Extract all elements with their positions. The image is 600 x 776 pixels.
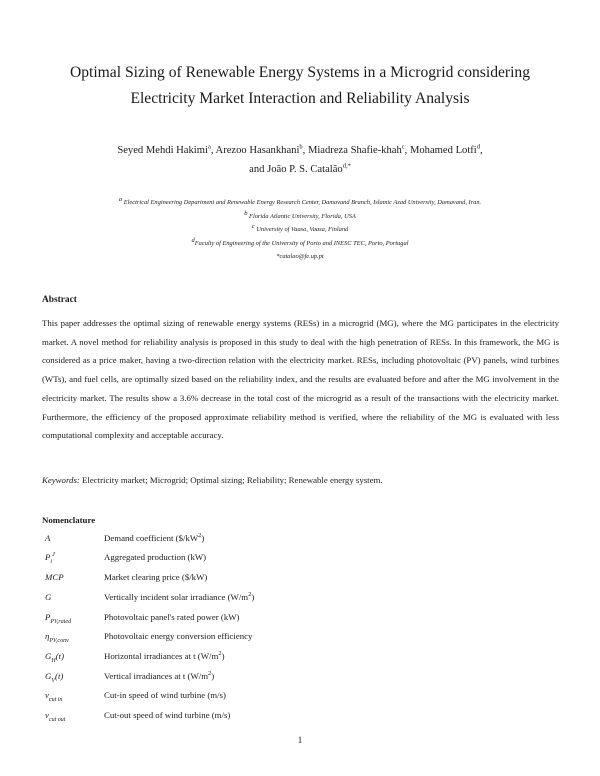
nomenclature-description: Photovoltaic panel's rated power (kW) — [104, 612, 240, 622]
nomenclature-row — [42, 552, 559, 570]
nomenclature-symbol: $v_{cut out}$ — [45, 710, 66, 723]
nomenclature-symbol: $\eta_{PV,conv}$ — [45, 631, 69, 644]
abstract-text: This paper addresses the optimal sizing of renewable energy systems (RESs) in a microgrid (MG), where the MG participates in the electricity market. A novel method for reliability analysis is proposed in this study to deal with the high penetration of RESs. In this framework, the MG is considered as a price maker, having a two-direction relation with the electricity market. RESs, including photovoltaic (PV) panels, wind turbines (WTs), and fuel cells, are optimally sized based on the reliability index, and the results are evaluated before and after the MG involvement in the electricity market. The results show a 3.6% decrease in the total cost of the microgrid as a result of the transactions with the electricity market. Furthermore, the efficiency of the proposed approximate reliability method is verified, where the reliability of the MG is evaluated with less computational complexity and acceptable accuracy. — [42, 318, 559, 441]
nomenclature-description: Vertically incident solar irradiance $(W/m^2)$ — [104, 591, 255, 602]
nomenclature-description: Horizontal irradiances at t $(W/m^2)$ — [104, 650, 225, 661]
nomenclature-row — [42, 533, 559, 551]
nomenclature-symbol: $P_i^J$ — [45, 551, 55, 565]
nomenclature-row — [42, 651, 559, 669]
author-line-2 — [20, 160, 580, 179]
nomenclature-symbol: $v_{cut in}$ — [45, 690, 63, 703]
keywords-label: Keywords: — [42, 475, 80, 485]
author-name: Seyed Mehdi Hakimi — [117, 145, 208, 156]
author-name: and João P. S. Catalão — [249, 164, 343, 175]
title-line-1: Optimal Sizing of Renewable Energy Systems in a Microgrid considering — [69, 64, 531, 81]
nomenclature-description: Cut-in speed of wind turbine (m/s) — [104, 690, 226, 700]
author-name: Mohamed Lotfi — [409, 145, 477, 156]
nomenclature-description: Demand coefficient $(\$/kW^2)$ — [104, 532, 205, 543]
nomenclature-symbol: $P_{PV,rated}$ — [45, 612, 72, 625]
nomenclature-row — [42, 690, 559, 708]
affiliation-item: $^b$ Florida Atlantic University, Florida, USA — [244, 209, 356, 220]
author-affiliation-mark: d,* — [342, 162, 351, 170]
author-affiliation-mark: c — [401, 143, 405, 151]
nomenclature-symbol: $G_V(t)$ — [45, 671, 64, 684]
nomenclature-description: Cut-out speed of wind turbine (m/s) — [104, 710, 231, 720]
affiliation-item: $^a$ Electrical Engineering Department and Renewable Energy Research Center, Damavand Branch, Islamic Azad University, Damavand, Iran. — [118, 195, 482, 206]
keywords — [42, 472, 559, 488]
nomenclature-symbol: MCP — [45, 572, 64, 582]
author-name: Miadreza Shafie-khah — [307, 145, 402, 156]
nomenclature-symbol: A — [45, 533, 51, 543]
affiliation-list — [20, 196, 580, 264]
abstract-heading: Abstract — [42, 295, 77, 305]
keywords-text: Electricity market; Microgrid; Optimal sizing; Reliability; Renewable energy system. — [79, 475, 383, 485]
author-line-1: Seyed Mehdi Hakimi$^a$, Arezoo Hasankhani$^b$, Miadreza Shafie-khah$^c$, Mohamed Lotfi$^d$, — [117, 143, 483, 156]
nomenclature-row — [42, 671, 559, 689]
nomenclature-description: Market clearing price ($/kW) — [104, 572, 208, 582]
nomenclature-heading: Nomenclature — [42, 515, 96, 525]
page-number: 1 — [297, 735, 303, 745]
corresponding-email[interactable]: *catalao@fe.up.pt — [276, 253, 324, 261]
nomenclature-description: Aggregated production (kW) — [104, 552, 207, 562]
author-list — [20, 141, 580, 179]
nomenclature-symbol: $G_H(t)$ — [45, 651, 65, 664]
affiliation-item: $^c$ University of Vaasa, Vaasa, Finland — [251, 223, 349, 234]
nomenclature-description: Vertical irradiances at t $(W/m^2)$ — [104, 670, 215, 681]
author-affiliation-mark: d — [476, 143, 481, 151]
nomenclature-row — [42, 631, 559, 649]
nomenclature-row — [42, 612, 559, 630]
author-name: Arezoo Hasankhani — [215, 145, 300, 156]
nomenclature-row — [42, 592, 559, 610]
nomenclature-description: Photovoltaic energy conversion efficiency — [104, 631, 253, 641]
author-affiliation-mark: a — [207, 143, 211, 151]
nomenclature-symbol: G — [45, 592, 52, 602]
affiliation-item: $^d$Faculty of Engineering of the University of Porto and INESC TEC, Porto, Portugal — [191, 236, 409, 247]
title-line-2: Electricity Market Interaction and Reliability Analysis — [130, 90, 470, 107]
author-affiliation-mark: b — [299, 143, 303, 151]
nomenclature-row — [42, 572, 559, 590]
nomenclature-row — [42, 710, 559, 728]
paper-title — [20, 60, 580, 112]
